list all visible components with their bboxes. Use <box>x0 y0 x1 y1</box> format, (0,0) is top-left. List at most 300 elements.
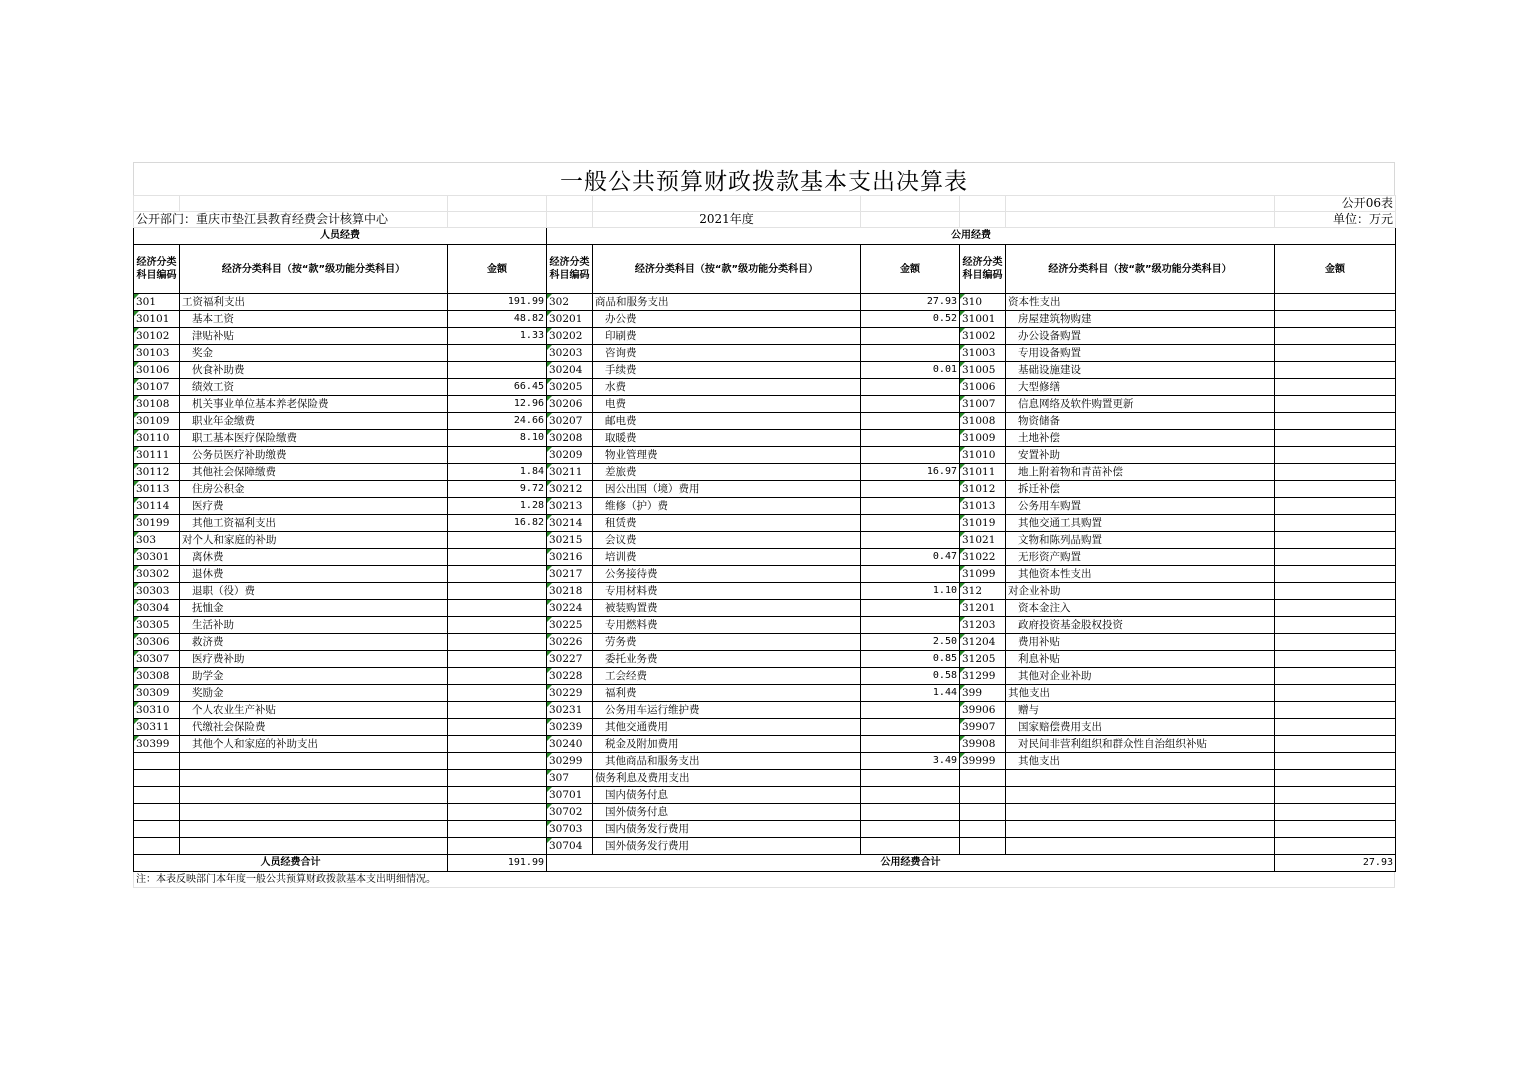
item-name-cell: 住房公积金 <box>180 481 448 498</box>
item-name-cell <box>180 753 448 770</box>
economic-code-cell: 30302 <box>134 566 180 583</box>
economic-code-cell: 30301 <box>134 549 180 566</box>
item-name-cell: 其他对企业补助 <box>1006 668 1275 685</box>
amount-cell: 16.97 <box>861 464 960 481</box>
amount-cell: 66.45 <box>448 379 547 396</box>
table-row <box>134 515 1396 532</box>
item-name-cell: 文物和陈列品购置 <box>1006 532 1275 549</box>
economic-code-cell: 30218 <box>547 583 593 600</box>
fiscal-year: 2021年度 <box>593 212 861 228</box>
item-name-cell: 公务用车运行维护费 <box>593 702 861 719</box>
table-row <box>134 311 1396 328</box>
item-name-cell <box>1006 804 1275 821</box>
item-name-cell <box>180 804 448 821</box>
economic-code-cell <box>960 787 1006 804</box>
amount-cell: 48.82 <box>448 311 547 328</box>
economic-code-cell: 30308 <box>134 668 180 685</box>
amount-cell <box>1275 532 1396 549</box>
item-name-cell: 安置补助 <box>1006 447 1275 464</box>
amount-cell: 12.96 <box>448 396 547 413</box>
amount-cell: 2.50 <box>861 634 960 651</box>
table-row <box>134 566 1396 583</box>
amount-cell: 1.28 <box>448 498 547 515</box>
item-name-cell: 会议费 <box>593 532 861 549</box>
item-name-cell: 公务接待费 <box>593 566 861 583</box>
amount-cell: 1.10 <box>861 583 960 600</box>
economic-code-cell: 307 <box>547 770 593 787</box>
form-number: 公开06表 <box>1275 196 1396 212</box>
amount-cell <box>1275 294 1396 311</box>
item-name-cell: 工会经费 <box>593 668 861 685</box>
amount-cell <box>1275 719 1396 736</box>
economic-code-cell: 31002 <box>960 328 1006 345</box>
economic-code-cell <box>134 787 180 804</box>
economic-code-cell: 30239 <box>547 719 593 736</box>
economic-code-cell: 30229 <box>547 685 593 702</box>
amount-cell <box>1275 787 1396 804</box>
item-name-cell: 差旅费 <box>593 464 861 481</box>
amount-cell: 1.33 <box>448 328 547 345</box>
economic-code-cell: 31299 <box>960 668 1006 685</box>
table-row <box>134 770 1396 787</box>
amount-cell <box>1275 651 1396 668</box>
item-name-cell: 大型修缮 <box>1006 379 1275 396</box>
economic-code-cell: 39908 <box>960 736 1006 753</box>
item-name-cell <box>180 787 448 804</box>
item-name-cell: 电费 <box>593 396 861 413</box>
amount-cell <box>448 668 547 685</box>
item-name-cell: 代缴社会保险费 <box>180 719 448 736</box>
item-name-cell: 税金及附加费用 <box>593 736 861 753</box>
amount-cell <box>448 719 547 736</box>
table-row <box>134 736 1396 753</box>
amount-cell <box>1275 481 1396 498</box>
table-row <box>134 651 1396 668</box>
table-row <box>134 634 1396 651</box>
amount-cell <box>861 719 960 736</box>
economic-code-cell: 30214 <box>547 515 593 532</box>
economic-code-cell: 30113 <box>134 481 180 498</box>
item-name-cell: 费用补贴 <box>1006 634 1275 651</box>
item-name-cell: 其他个人和家庭的补助支出 <box>180 736 448 753</box>
item-name-cell: 基本工资 <box>180 311 448 328</box>
amount-cell <box>861 498 960 515</box>
item-name-cell: 津贴补贴 <box>180 328 448 345</box>
table-row <box>134 549 1396 566</box>
economic-code-cell: 30106 <box>134 362 180 379</box>
item-name-cell: 其他社会保障缴费 <box>180 464 448 481</box>
economic-code-cell: 30114 <box>134 498 180 515</box>
amount-cell <box>448 685 547 702</box>
item-name-cell: 福利费 <box>593 685 861 702</box>
amount-cell <box>448 549 547 566</box>
item-name-cell: 奖励金 <box>180 685 448 702</box>
economic-code-cell <box>134 821 180 838</box>
amount-cell: 0.52 <box>861 311 960 328</box>
item-name-cell: 邮电费 <box>593 413 861 430</box>
table-row <box>134 719 1396 736</box>
economic-code-cell: 30303 <box>134 583 180 600</box>
footnote: 注：本表反映部门本年度一般公共预算财政拨款基本支出明细情况。 <box>133 872 1395 888</box>
table-row <box>134 753 1396 770</box>
item-name-cell: 手续费 <box>593 362 861 379</box>
table-row <box>134 464 1396 481</box>
economic-code-cell <box>960 838 1006 855</box>
report-sheet <box>133 162 1395 888</box>
item-name-cell: 其他交通费用 <box>593 719 861 736</box>
amount-cell <box>448 447 547 464</box>
amount-cell <box>1275 804 1396 821</box>
amount-cell <box>448 804 547 821</box>
amount-cell <box>1275 328 1396 345</box>
table-row <box>134 481 1396 498</box>
economic-code-cell: 30216 <box>547 549 593 566</box>
item-name-cell: 对企业补助 <box>1006 583 1275 600</box>
header-code: 经济分类科目编码 <box>134 245 180 294</box>
table-row <box>134 702 1396 719</box>
item-name-cell: 利息补贴 <box>1006 651 1275 668</box>
economic-code-cell: 30110 <box>134 430 180 447</box>
item-name-cell: 职工基本医疗保险缴费 <box>180 430 448 447</box>
economic-code-cell: 31007 <box>960 396 1006 413</box>
economic-code-cell: 30306 <box>134 634 180 651</box>
item-name-cell: 其他交通工具购置 <box>1006 515 1275 532</box>
item-name-cell <box>180 770 448 787</box>
item-name-cell: 拆迁补偿 <box>1006 481 1275 498</box>
amount-cell <box>448 753 547 770</box>
amount-cell: 27.93 <box>861 294 960 311</box>
table-row <box>134 668 1396 685</box>
info-row <box>134 212 1396 228</box>
amount-cell <box>861 328 960 345</box>
item-name-cell: 工资福利支出 <box>180 294 448 311</box>
item-name-cell: 救济费 <box>180 634 448 651</box>
item-name-cell: 办公设备购置 <box>1006 328 1275 345</box>
amount-cell <box>448 362 547 379</box>
item-name-cell: 咨询费 <box>593 345 861 362</box>
header-code: 经济分类科目编码 <box>547 245 593 294</box>
item-name-cell <box>180 821 448 838</box>
amount-cell <box>861 379 960 396</box>
table-row <box>134 362 1396 379</box>
amount-cell <box>1275 464 1396 481</box>
economic-code-cell <box>134 753 180 770</box>
item-name-cell: 因公出国（境）费用 <box>593 481 861 498</box>
economic-code-cell: 30101 <box>134 311 180 328</box>
item-name-cell: 医疗费补助 <box>180 651 448 668</box>
economic-code-cell: 31005 <box>960 362 1006 379</box>
item-name-cell: 其他商品和服务支出 <box>593 753 861 770</box>
economic-code-cell: 30309 <box>134 685 180 702</box>
economic-code-cell: 30399 <box>134 736 180 753</box>
section-header-row <box>134 228 1396 245</box>
item-name-cell: 取暖费 <box>593 430 861 447</box>
economic-code-cell: 30225 <box>547 617 593 634</box>
item-name-cell: 抚恤金 <box>180 600 448 617</box>
amount-cell <box>861 396 960 413</box>
item-name-cell: 资本金注入 <box>1006 600 1275 617</box>
table-row <box>134 345 1396 362</box>
item-name-cell: 生活补助 <box>180 617 448 634</box>
economic-code-cell: 31012 <box>960 481 1006 498</box>
header-name: 经济分类科目（按“款”级功能分类科目） <box>593 245 861 294</box>
section-personnel: 人员经费 <box>134 228 547 245</box>
amount-cell <box>861 345 960 362</box>
item-name-cell: 公务用车购置 <box>1006 498 1275 515</box>
economic-code-cell: 31013 <box>960 498 1006 515</box>
item-name-cell: 离休费 <box>180 549 448 566</box>
economic-code-cell: 39906 <box>960 702 1006 719</box>
item-name-cell: 资本性支出 <box>1006 294 1275 311</box>
item-name-cell: 专用材料费 <box>593 583 861 600</box>
item-name-cell: 专用设备购置 <box>1006 345 1275 362</box>
table-row <box>134 413 1396 430</box>
economic-code-cell: 30224 <box>547 600 593 617</box>
amount-cell <box>1275 515 1396 532</box>
economic-code-cell: 30215 <box>547 532 593 549</box>
item-name-cell: 政府投资基金股权投资 <box>1006 617 1275 634</box>
table-row <box>134 838 1396 855</box>
item-name-cell: 奖金 <box>180 345 448 362</box>
amount-cell <box>448 617 547 634</box>
amount-cell <box>861 617 960 634</box>
amount-cell <box>1275 634 1396 651</box>
amount-cell <box>1275 345 1396 362</box>
amount-cell <box>448 821 547 838</box>
item-name-cell: 委托业务费 <box>593 651 861 668</box>
economic-code-cell: 30112 <box>134 464 180 481</box>
table-row <box>134 804 1396 821</box>
item-name-cell: 债务利息及费用支出 <box>593 770 861 787</box>
item-name-cell <box>1006 770 1275 787</box>
item-name-cell: 对个人和家庭的补助 <box>180 532 448 549</box>
unit-label: 单位：万元 <box>1275 212 1396 228</box>
item-name-cell: 对民间非营利组织和群众性自治组织补贴 <box>1006 736 1275 753</box>
expenditure-table <box>133 195 1396 872</box>
item-name-cell: 伙食补助费 <box>180 362 448 379</box>
item-name-cell: 水费 <box>593 379 861 396</box>
economic-code-cell: 30109 <box>134 413 180 430</box>
economic-code-cell: 31010 <box>960 447 1006 464</box>
item-name-cell: 机关事业单位基本养老保险费 <box>180 396 448 413</box>
economic-code-cell: 30204 <box>547 362 593 379</box>
amount-cell: 1.84 <box>448 464 547 481</box>
economic-code-cell: 30103 <box>134 345 180 362</box>
economic-code-cell: 30217 <box>547 566 593 583</box>
item-name-cell: 国家赔偿费用支出 <box>1006 719 1275 736</box>
amount-cell <box>448 600 547 617</box>
amount-cell <box>1275 362 1396 379</box>
amount-cell: 3.49 <box>861 753 960 770</box>
table-row <box>134 685 1396 702</box>
economic-code-cell: 30108 <box>134 396 180 413</box>
amount-cell <box>861 838 960 855</box>
economic-code-cell: 30207 <box>547 413 593 430</box>
item-name-cell: 个人农业生产补贴 <box>180 702 448 719</box>
amount-cell <box>861 566 960 583</box>
economic-code-cell: 30107 <box>134 379 180 396</box>
header-amount: 金额 <box>1275 245 1396 294</box>
economic-code-cell <box>134 804 180 821</box>
amount-cell <box>861 413 960 430</box>
economic-code-cell: 30205 <box>547 379 593 396</box>
table-row <box>134 328 1396 345</box>
amount-cell <box>1275 549 1396 566</box>
item-name-cell: 其他支出 <box>1006 753 1275 770</box>
item-name-cell <box>1006 787 1275 804</box>
table-body <box>134 294 1396 855</box>
amount-cell: 1.44 <box>861 685 960 702</box>
economic-code-cell: 30305 <box>134 617 180 634</box>
economic-code-cell <box>960 770 1006 787</box>
amount-cell <box>1275 736 1396 753</box>
item-name-cell: 医疗费 <box>180 498 448 515</box>
title-row <box>133 162 1395 195</box>
economic-code-cell: 31019 <box>960 515 1006 532</box>
amount-cell <box>1275 753 1396 770</box>
item-name-cell: 国外债务付息 <box>593 804 861 821</box>
table-row <box>134 430 1396 447</box>
economic-code-cell: 31009 <box>960 430 1006 447</box>
item-name-cell: 其他工资福利支出 <box>180 515 448 532</box>
economic-code-cell: 30231 <box>547 702 593 719</box>
amount-cell <box>1275 600 1396 617</box>
personnel-total-value: 191.99 <box>448 855 547 872</box>
economic-code-cell: 30226 <box>547 634 593 651</box>
amount-cell <box>861 787 960 804</box>
amount-cell <box>1275 821 1396 838</box>
item-name-cell <box>180 838 448 855</box>
amount-cell <box>861 736 960 753</box>
form-number-row <box>134 196 1396 212</box>
item-name-cell: 职业年金缴费 <box>180 413 448 430</box>
amount-cell: 0.01 <box>861 362 960 379</box>
item-name-cell: 房屋建筑物购建 <box>1006 311 1275 328</box>
amount-cell <box>448 583 547 600</box>
amount-cell <box>1275 702 1396 719</box>
amount-cell <box>861 447 960 464</box>
economic-code-cell: 302 <box>547 294 593 311</box>
item-name-cell: 土地补偿 <box>1006 430 1275 447</box>
item-name-cell: 公务员医疗补助缴费 <box>180 447 448 464</box>
economic-code-cell: 30240 <box>547 736 593 753</box>
amount-cell <box>1275 430 1396 447</box>
item-name-cell: 地上附着物和青苗补偿 <box>1006 464 1275 481</box>
amount-cell: 0.58 <box>861 668 960 685</box>
table-row <box>134 821 1396 838</box>
totals-row <box>134 855 1396 872</box>
amount-cell <box>1275 617 1396 634</box>
item-name-cell: 被装购置费 <box>593 600 861 617</box>
item-name-cell: 印刷费 <box>593 328 861 345</box>
economic-code-cell: 30307 <box>134 651 180 668</box>
column-header-row <box>134 245 1396 294</box>
amount-cell <box>1275 447 1396 464</box>
amount-cell <box>1275 498 1396 515</box>
economic-code-cell: 30203 <box>547 345 593 362</box>
economic-code-cell: 30228 <box>547 668 593 685</box>
economic-code-cell: 31021 <box>960 532 1006 549</box>
section-public: 公用经费 <box>547 228 1396 245</box>
amount-cell: 16.82 <box>448 515 547 532</box>
amount-cell <box>1275 566 1396 583</box>
item-name-cell: 专用燃料费 <box>593 617 861 634</box>
public-total-value: 27.93 <box>1275 855 1396 872</box>
amount-cell <box>1275 379 1396 396</box>
economic-code-cell: 39907 <box>960 719 1006 736</box>
economic-code-cell: 31003 <box>960 345 1006 362</box>
economic-code-cell: 30227 <box>547 651 593 668</box>
amount-cell <box>861 600 960 617</box>
table-row <box>134 396 1396 413</box>
economic-code-cell: 30299 <box>547 753 593 770</box>
table-row <box>134 498 1396 515</box>
amount-cell <box>448 345 547 362</box>
table-row <box>134 787 1396 804</box>
item-name-cell: 物资储备 <box>1006 413 1275 430</box>
item-name-cell: 国外债务发行费用 <box>593 838 861 855</box>
economic-code-cell: 31099 <box>960 566 1006 583</box>
header-amount: 金额 <box>448 245 547 294</box>
item-name-cell: 培训费 <box>593 549 861 566</box>
economic-code-cell: 39999 <box>960 753 1006 770</box>
amount-cell <box>448 770 547 787</box>
economic-code-cell: 30206 <box>547 396 593 413</box>
item-name-cell <box>1006 838 1275 855</box>
amount-cell: 0.85 <box>861 651 960 668</box>
item-name-cell: 其他资本性支出 <box>1006 566 1275 583</box>
item-name-cell: 赠与 <box>1006 702 1275 719</box>
item-name-cell: 退休费 <box>180 566 448 583</box>
economic-code-cell: 301 <box>134 294 180 311</box>
amount-cell <box>448 736 547 753</box>
amount-cell <box>861 481 960 498</box>
item-name-cell: 基础设施建设 <box>1006 362 1275 379</box>
economic-code-cell <box>960 821 1006 838</box>
item-name-cell <box>1006 821 1275 838</box>
item-name-cell: 信息网络及软件购置更新 <box>1006 396 1275 413</box>
table-row <box>134 583 1396 600</box>
amount-cell: 0.47 <box>861 549 960 566</box>
economic-code-cell: 30311 <box>134 719 180 736</box>
economic-code-cell: 30310 <box>134 702 180 719</box>
item-name-cell: 劳务费 <box>593 634 861 651</box>
amount-cell <box>448 651 547 668</box>
amount-cell <box>1275 396 1396 413</box>
amount-cell <box>1275 413 1396 430</box>
amount-cell <box>861 804 960 821</box>
amount-cell <box>861 770 960 787</box>
amount-cell: 9.72 <box>448 481 547 498</box>
header-code: 经济分类科目编码 <box>960 245 1006 294</box>
amount-cell <box>861 430 960 447</box>
economic-code-cell: 303 <box>134 532 180 549</box>
amount-cell <box>861 532 960 549</box>
item-name-cell: 维修（护）费 <box>593 498 861 515</box>
department-label: 公开部门：重庆市垫江县教育经费会计核算中心 <box>134 212 448 228</box>
item-name-cell: 办公费 <box>593 311 861 328</box>
amount-cell: 191.99 <box>448 294 547 311</box>
amount-cell <box>861 821 960 838</box>
economic-code-cell: 30703 <box>547 821 593 838</box>
amount-cell <box>448 838 547 855</box>
report-title: 一般公共预算财政拨款基本支出决算表 <box>560 168 968 195</box>
item-name-cell: 租赁费 <box>593 515 861 532</box>
amount-cell <box>861 702 960 719</box>
item-name-cell: 国内债务付息 <box>593 787 861 804</box>
item-name-cell: 其他支出 <box>1006 685 1275 702</box>
amount-cell <box>861 515 960 532</box>
